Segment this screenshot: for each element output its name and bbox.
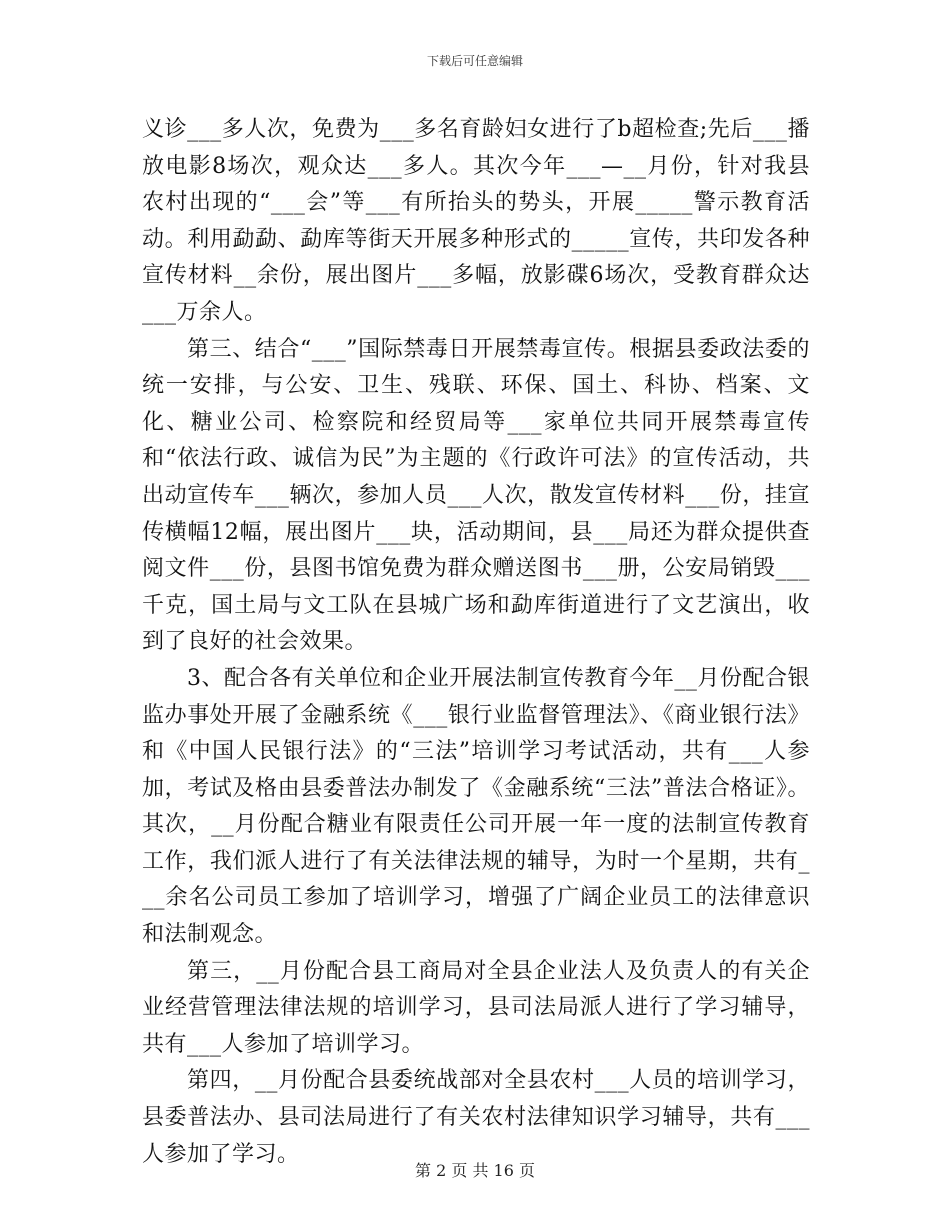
paragraph-5: 第四，__月份配合县委统战部对全县农村___人员的培训学习，县委普法办、县司法局进行了有关农村法律知识学习辅导，共有___人参加了学习。 [142,1068,810,1167]
document-body [142,112,810,1173]
paragraph-1: 义诊___多人次，免费为___多名育龄妇女进行了b超检查;先后___播放电影8场次，观众达___多人。其次今年___—__月份，针对我县农村出现的“___会”等___有所抬头的势头，开展_____警示教育活动。利用勐勐、勐库等街天开展多种形式的_____宣传，共印发各种宣传材料__余份，展出图片___多幅，放影碟6场次，受教育群众达___万余人。 [142,117,810,325]
paragraph-2: 第三、结合“___”国际禁毒日开展禁毒宣传。根据县委政法委的统一安排，与公安、卫生、残联、环保、国土、科协、档案、文化、糖业公司、检察院和经贸局等___家单位共同开展禁毒宣传和“依法行政、诚信为民”为主题的《行政许可法》的宣传活动，共出动宣传车___辆次，参加人员___人次，散发宣传材料___份，挂宣传横幅12幅，展出图片___块，活动期间，县___局还为群众提供查阅文件___份，县图书馆免费为群众赠送图书___册，公安局销毁___千克，国土局与文工队在县城广场和勐库街道进行了文艺演出，收到了良好的社会效果。 [142,336,810,655]
page-header: 下载后可任意编辑 [426,54,523,68]
paragraph-4: 第三，__月份配合县工商局对全县企业法人及负责人的有关企业经营管理法律法规的培训学习，县司法局派人进行了学习辅导，共有___人参加了培训学习。 [142,958,810,1057]
paragraph-3: 3、配合各有关单位和企业开展法制宣传教育今年__月份配合银监办事处开展了金融系统《___银行业监督管理法》、《商业银行法》和《中国人民银行法》的“三法”培训学习考试活动，共有___人参加，考试及格由县委普法办制发了《金融系统“三法”普法合格证》。其次，__月份配合糖业有限责任公司开展一年一度的法制宣传教育工作，我们派人进行了有关法律法规的辅导，为时一个星期，共有___余名公司员工参加了培训学习，增强了广阔企业员工的法律意识和法制观念。 [142,665,810,948]
page-footer: 第 2 页 共 16 页 [415,1161,535,1180]
